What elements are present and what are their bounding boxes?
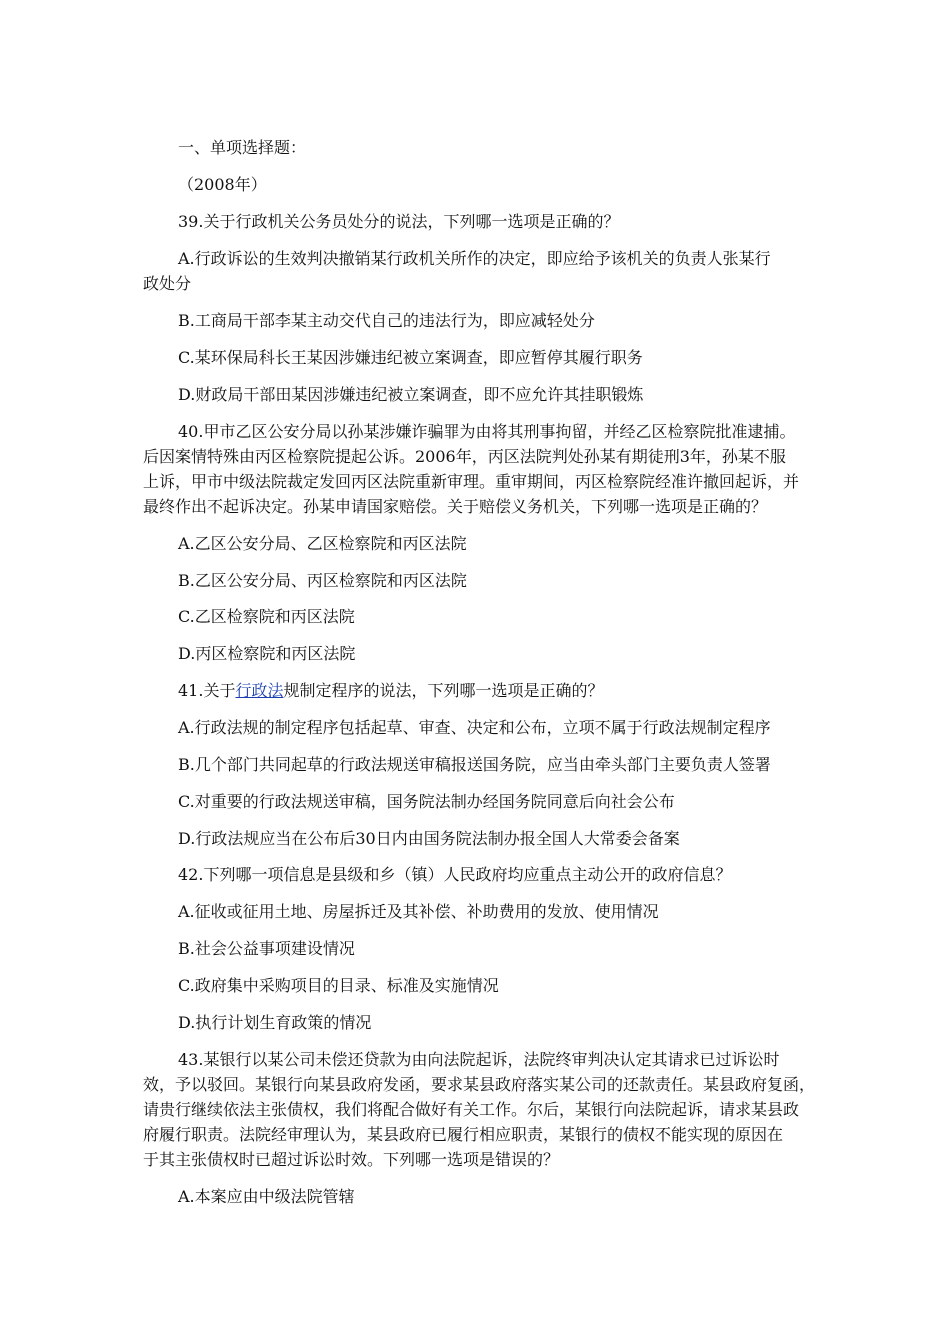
q41-option-b: B.几个部门共同起草的行政法规送审稿报送国务院，应当由牵头部门主要负责人签署 [178, 755, 771, 774]
q39-option-b: B.工商局干部李某主动交代自己的违法行为，即应减轻处分 [178, 311, 595, 330]
section-heading: 一、单项选择题： [178, 138, 307, 157]
q40-option-b: B.乙区公安分局、丙区检察院和丙区法院 [178, 571, 467, 590]
q39-option-a-cont: 政处分 [143, 274, 192, 293]
q42-option-b: B.社会公益事项建设情况 [178, 939, 355, 958]
q43-option-a: A.本案应由中级法院管辖 [178, 1187, 355, 1206]
q41-stem-suffix: 规制定程序的说法，下列哪一选项是正确的？ [283, 681, 604, 700]
q41-option-a: A.行政法规的制定程序包括起草、审查、决定和公布，立项不属于行政法规制定程序 [178, 718, 771, 737]
q43-stem-line-5: 于其主张债权时已超过诉讼时效。下列哪一选项是错误的？ [143, 1150, 560, 1169]
q43-stem-line-2: 效，予以驳回。某银行向某县政府发函，要求某县政府落实某公司的还款责任。某县政府复函， [143, 1075, 816, 1094]
q40-stem-line-1: 40.甲市乙区公安分局以孙某涉嫌诈骗罪为由将其刑事拘留，并经乙区检察院批准逮捕。 [178, 422, 796, 441]
q41-stem [178, 680, 603, 702]
q42-option-d: D.执行计划生育政策的情况 [178, 1013, 372, 1032]
q39-option-c: C.某环保局科长王某因涉嫌违纪被立案调查，即应暂停其履行职务 [178, 348, 643, 367]
q39-stem: 39.关于行政机关公务员处分的说法，下列哪一选项是正确的？ [178, 212, 620, 231]
q40-option-d: D.丙区检察院和丙区法院 [178, 644, 356, 663]
q40-option-c: C.乙区检察院和丙区法院 [178, 607, 355, 626]
q42-stem: 42.下列哪一项信息是县级和乡（镇）人民政府均应重点主动公开的政府信息？ [178, 865, 732, 884]
year-label: （2008年） [178, 175, 267, 194]
q39-option-a: A.行政诉讼的生效判决撤销某行政机关所作的决定，即应给予该机关的负责人张某行 [178, 249, 771, 268]
q43-stem-line-4: 府履行职责。法院经审理认为，某县政府已履行相应职责，某银行的债权不能实现的原因在 [143, 1125, 784, 1144]
q40-stem-line-3: 上诉，甲市中级法院裁定发回丙区法院重新审理。重审期间，丙区检察院经准许撤回起诉，并 [143, 472, 800, 491]
q40-option-a: A.乙区公安分局、乙区检察院和丙区法院 [178, 534, 467, 553]
q41-option-d: D.行政法规应当在公布后30日内由国务院法制办报全国人大常委会备案 [178, 829, 680, 848]
q43-stem-line-3: 请贵行继续依法主张债权，我们将配合做好有关工作。尔后，某银行向法院起诉，请求某县政 [143, 1100, 800, 1119]
q40-stem-line-4: 最终作出不起诉决定。孙某申请国家赔偿。关于赔偿义务机关，下列哪一选项是正确的？ [143, 497, 768, 516]
administrative-law-link[interactable]: 行政法 [235, 681, 284, 700]
q39-option-d: D.财政局干部田某因涉嫌违纪被立案调查，即不应允许其挂职锻炼 [178, 385, 644, 404]
q41-option-c: C.对重要的行政法规送审稿，国务院法制办经国务院同意后向社会公布 [178, 792, 675, 811]
q41-stem-prefix: 41.关于 [178, 681, 236, 700]
q40-stem-line-2: 后因案情特殊由丙区检察院提起公诉。2006年，丙区法院判处孙某有期徒刑3年，孙某不服 [143, 447, 786, 466]
q42-option-a: A.征收或征用土地、房屋拆迁及其补偿、补助费用的发放、使用情况 [178, 902, 659, 921]
q42-option-c: C.政府集中采购项目的目录、标准及实施情况 [178, 976, 499, 995]
q43-stem-line-1: 43.某银行以某公司未偿还贷款为由向法院起诉，法院终审判决认定其请求已过诉讼时 [178, 1050, 780, 1069]
